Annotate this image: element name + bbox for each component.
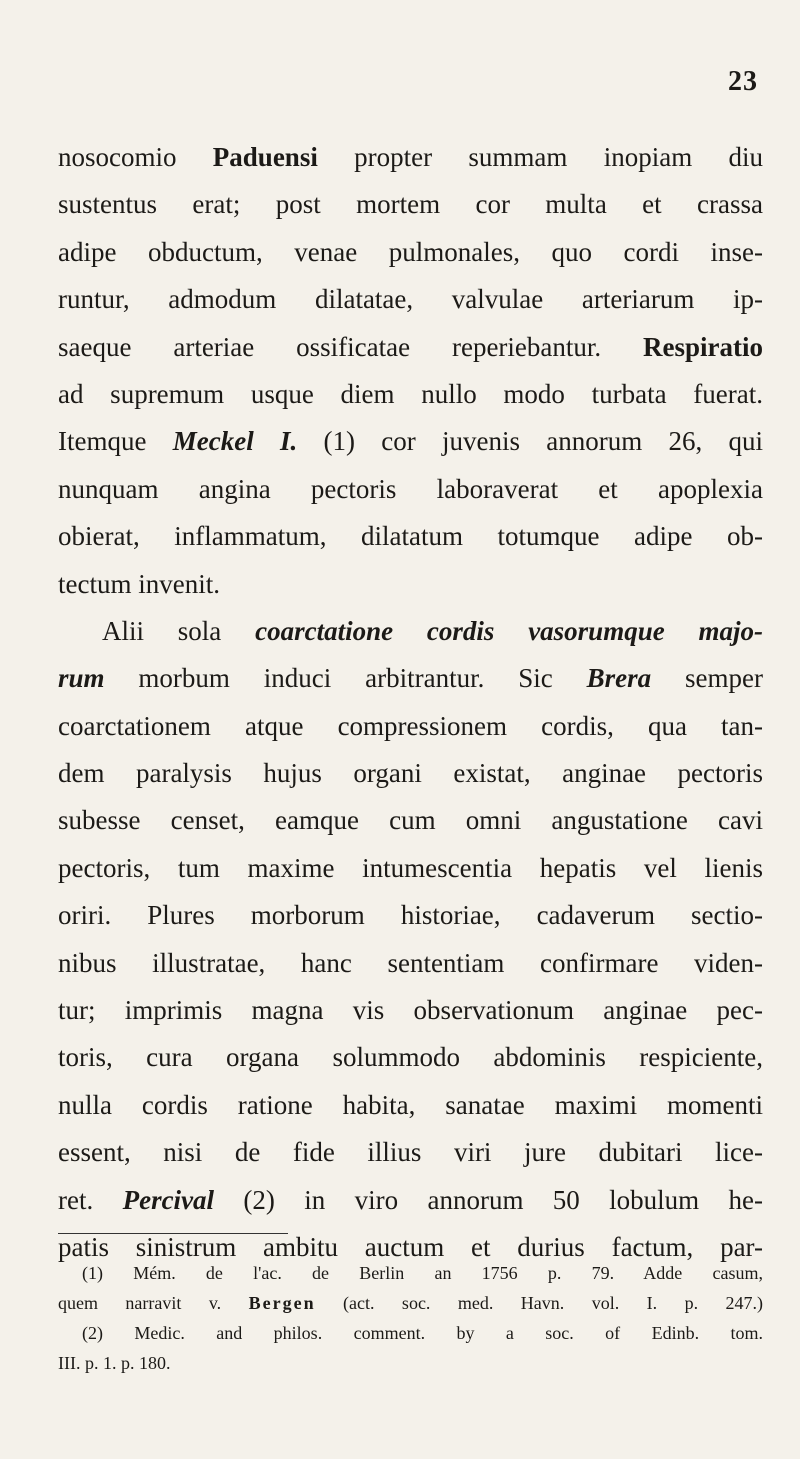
text-line: nulla cordis ratione habita, sanatae maximi momenti xyxy=(58,1089,763,1120)
text-line: subesse censet, eamque cum omni angustatione cavi xyxy=(58,805,763,836)
text-line: ret. Percival (2) in viro annorum 50 lobulum he- xyxy=(58,1184,763,1215)
footnotes xyxy=(58,1258,763,1378)
footnote-line: (1) Mém. de l'ac. de Berlin an 1756 p. 79. Adde casum, xyxy=(82,1263,763,1283)
text-line: oriri. Plures morborum historiae, cadaverum sectio- xyxy=(58,900,763,931)
text-line: tectum invenit. xyxy=(58,568,220,599)
text-line: ad supremum usque diem nullo modo turbata fuerat. xyxy=(58,378,763,409)
text-line: Itemque Meckel I. (1) cor juvenis annorum 26, qui xyxy=(58,426,763,457)
text-line: adipe obductum, venae pulmonales, quo cordi inse- xyxy=(58,236,763,267)
place-name: Paduensi xyxy=(212,142,318,172)
text-line: nunquam angina pectoris laboraverat et apoplexia xyxy=(58,473,763,504)
footnote-divider xyxy=(58,1233,288,1234)
text-line: dem paralysis hujus organi existat, anginae pectoris xyxy=(58,758,763,789)
footnote-line: (2) Medic. and philos. comment. by a soc. of Edinb. tom. xyxy=(82,1323,763,1343)
text-line: tur; imprimis magna vis observationum anginae pec- xyxy=(58,995,763,1026)
italic-phrase: rum xyxy=(58,663,105,694)
body-text xyxy=(58,134,763,1271)
footnote-line: III. p. 1. p. 180. xyxy=(58,1353,171,1373)
author-name: Brera xyxy=(586,663,652,694)
footnote-line: quem narravit v. Bergen (act. soc. med. Havn. vol. I. p. 247.) xyxy=(58,1293,763,1313)
author-name: Meckel I. xyxy=(172,426,298,457)
text-line: patis sinistrum ambitu auctum et durius factum, par- xyxy=(58,1231,763,1262)
text-line: obierat, inflammatum, dilatatum totumque adipe ob- xyxy=(58,521,763,552)
text-line: coarctationem atque compressionem cordis, qua tan- xyxy=(58,710,763,741)
text-line: essent, nisi de fide illius viri jure dubitari lice- xyxy=(58,1137,763,1168)
text-line: sustentus erat; post mortem cor multa et crassa xyxy=(58,189,763,220)
text-line: runtur, admodum dilatatae, valvulae arteriarum ip- xyxy=(58,284,763,315)
text-line: nosocomio Paduensi propter summam inopiam diu xyxy=(58,142,763,172)
page-number: 23 xyxy=(728,66,758,97)
text-line: saeque arteriae ossificatae reperiebantur. Respiratio xyxy=(58,331,763,362)
text-line: toris, cura organa solummodo abdominis respiciente, xyxy=(58,1042,763,1073)
text-line: pectoris, tum maxime intumescentia hepatis vel lienis xyxy=(58,852,763,883)
bold-term: Respiratio xyxy=(643,331,763,362)
text-line: Alii sola coarctatione cordis vasorumque majo- xyxy=(102,615,763,646)
text-line: rum morbum induci arbitrantur. Sic Brera semper xyxy=(58,663,763,694)
spaced-name: Bergen xyxy=(248,1293,316,1313)
author-name: Percival xyxy=(122,1184,215,1215)
text-line: nibus illustratae, hanc sententiam confirmare viden- xyxy=(58,947,763,978)
italic-phrase: coarctatione cordis vasorumque majo- xyxy=(255,615,763,646)
